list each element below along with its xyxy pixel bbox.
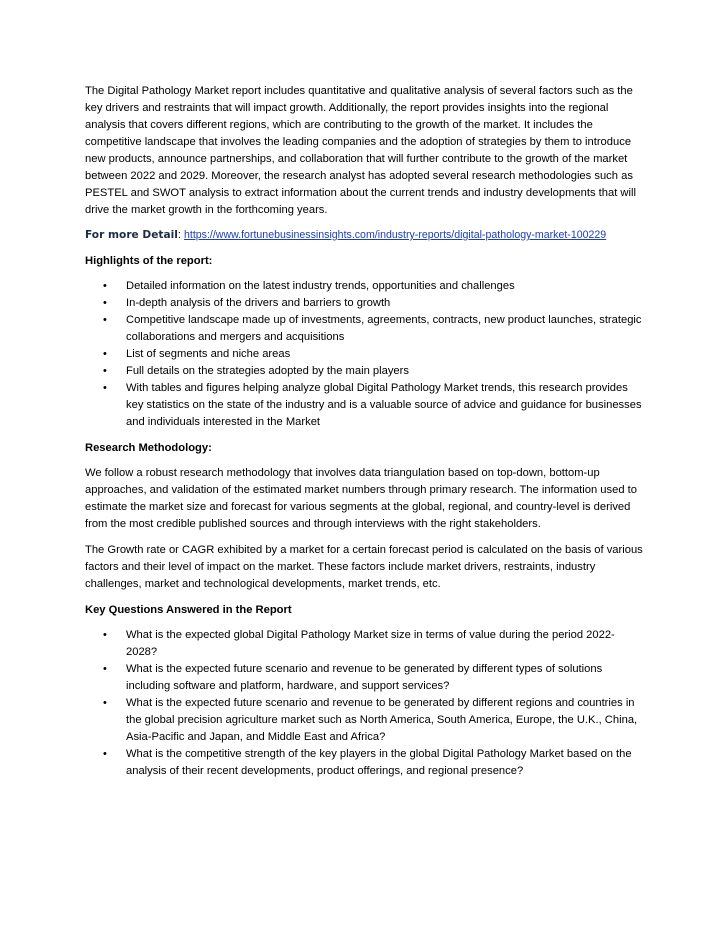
highlights-list	[85, 278, 645, 431]
list-item	[85, 295, 645, 312]
methodology-paragraph-1: We follow a robust research methodology that involves data triangulation based on top-down, bottom-up approaches, and validation of the estimated market numbers through primary research. The information used to estimate the market size and forecast for various segments at the global, regional, and country-level is derived from the most credible published sources and through interviews with the right stakeholders.	[85, 467, 638, 530]
bullet-icon: •	[103, 314, 107, 326]
list-item	[85, 312, 645, 346]
bullet-icon: •	[103, 697, 107, 709]
more-detail-line	[85, 227, 645, 244]
list-item	[85, 661, 645, 695]
list-item	[85, 363, 645, 380]
highlights-heading: Highlights of the report:	[85, 255, 213, 267]
list-item-text: What is the expected future scenario and revenue to be generated by different types of solutions including software and platform, hardware, and support services?	[126, 663, 603, 692]
bullet-icon: •	[103, 629, 107, 641]
methodology-paragraph-2: The Growth rate or CAGR exhibited by a market for a certain forecast period is calculated on the basis of various factors and their level of impact on the market. These factors include market drivers, restraints, industry challenges, market and technological developments, market trends, etc.	[85, 544, 643, 590]
list-item-text: Competitive landscape made up of investments, agreements, contracts, new product launches, strategic collaborations and mergers and acquisitions	[126, 314, 642, 343]
list-item	[85, 278, 645, 295]
intro-paragraph: The Digital Pathology Market report includes quantitative and qualitative analysis of several factors such as the key drivers and restraints that will impact growth. Additionally, the report provides insights into the regional analysis that covers different regions, which are contributing to the growth of the market. It includes the competitive landscape that involves the leading companies and the adoption of strategies by them to introduce new products, announce partnerships, and collaboration that will further contribute to the growth of the market between 2022 and 2029. Moreover, the research analyst has adopted several research methodologies such as PESTEL and SWOT analysis to extract information about the current trends and industry developments that will drive the market growth in the forthcoming years.	[85, 85, 636, 216]
bullet-icon: •	[103, 663, 107, 675]
bullet-icon: •	[103, 348, 107, 360]
more-detail-label: For more Detail	[85, 229, 178, 241]
more-detail-separator: :	[177, 229, 184, 241]
list-item-text: Full details on the strategies adopted by the main players	[126, 365, 409, 377]
list-item-text: What is the competitive strength of the key players in the global Digital Pathology Market based on the analysis of their recent developments, product offerings, and regional presence?	[126, 748, 632, 777]
more-detail-link[interactable]: https://www.fortunebusinessinsights.com/industry-reports/digital-pathology-market-100229	[184, 229, 607, 241]
bullet-icon: •	[103, 297, 107, 309]
list-item	[85, 746, 645, 780]
list-item	[85, 695, 645, 746]
list-item	[85, 627, 645, 661]
bullet-icon: •	[103, 382, 107, 394]
list-item-text: What is the expected future scenario and revenue to be generated by different regions and countries in the global precision agriculture market such as North America, South America, Europe, the U.K., China, Asia-Pacific and Japan, and Middle East and Africa?	[126, 697, 638, 743]
list-item-text: List of segments and niche areas	[126, 348, 291, 360]
bullet-icon: •	[103, 365, 107, 377]
bullet-icon: •	[103, 748, 107, 760]
questions-heading: Key Questions Answered in the Report	[85, 604, 292, 616]
list-item-text: With tables and figures helping analyze global Digital Pathology Market trends, this research provides key statistics on the state of the industry and is a valuable source of advice and guidance for businesses and individuals interested in the Market	[126, 382, 642, 428]
list-item-text: What is the expected global Digital Pathology Market size in terms of value during the period 2022-2028?	[126, 629, 615, 658]
list-item-text: In-depth analysis of the drivers and barriers to growth	[126, 297, 391, 309]
list-item-text: Detailed information on the latest industry trends, opportunities and challenges	[126, 280, 515, 292]
list-item	[85, 346, 645, 363]
questions-list	[85, 627, 645, 780]
methodology-heading: Research Methodology:	[85, 442, 212, 454]
document-body	[85, 83, 645, 789]
bullet-icon: •	[103, 280, 107, 292]
list-item	[85, 380, 645, 431]
